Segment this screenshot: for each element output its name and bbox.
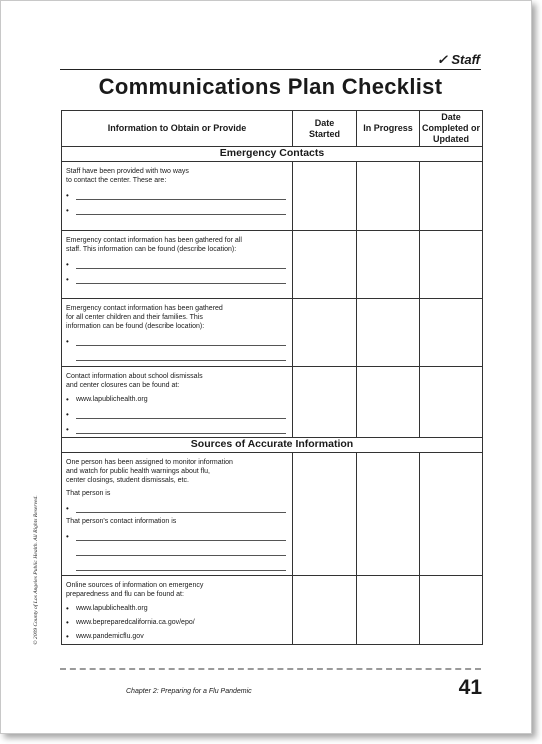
section-tag: ✓ Staff bbox=[436, 52, 480, 67]
copyright-notice: © 2009 County of Los Angeles Public Health. All Rights Reserved. bbox=[33, 495, 39, 645]
footer-chapter-title: Chapter 2: Preparing for a Flu Pandemic bbox=[126, 688, 252, 695]
column-header-in-progress: In Progress bbox=[357, 111, 420, 147]
write-in-field[interactable] bbox=[76, 258, 286, 269]
write-in-field[interactable] bbox=[76, 204, 286, 215]
write-in-field[interactable] bbox=[76, 189, 286, 200]
bullet-marker: • bbox=[66, 410, 69, 419]
link-text: www.pandemicflu.gov bbox=[76, 633, 144, 640]
date-started-cell[interactable] bbox=[293, 367, 357, 438]
item-text-line: information can be found (describe location): bbox=[66, 323, 205, 330]
write-in-field[interactable] bbox=[76, 541, 286, 556]
date-started-cell[interactable] bbox=[293, 576, 357, 645]
link-text: www.bepreparedcalifornia.ca.gov/epo/ bbox=[76, 619, 195, 626]
date-started-cell[interactable] bbox=[293, 231, 357, 299]
write-in-field[interactable] bbox=[76, 346, 286, 361]
item-text-line: and center closures can be found at: bbox=[66, 382, 180, 389]
item-cell bbox=[62, 299, 293, 367]
item-text-line: to contact the center. These are: bbox=[66, 177, 167, 184]
table-row bbox=[62, 576, 483, 645]
page-title: Communications Plan Checklist bbox=[98, 74, 443, 99]
date-started-cell[interactable] bbox=[293, 162, 357, 231]
item-text-line: Emergency contact information has been gathered for all bbox=[66, 237, 242, 244]
bullet-marker: • bbox=[66, 395, 69, 404]
bullet-marker: • bbox=[66, 618, 69, 627]
date-started-cell[interactable] bbox=[293, 299, 357, 367]
item-cell bbox=[62, 367, 293, 438]
bullet-marker: • bbox=[66, 275, 69, 284]
bullet-marker: • bbox=[66, 425, 69, 434]
column-header-date-completed: Date Completed or Updated bbox=[420, 111, 483, 147]
header-rule bbox=[60, 69, 481, 70]
link-text: www.lapublichealth.org bbox=[76, 605, 148, 612]
section-title: Emergency Contacts bbox=[62, 147, 483, 162]
item-cell bbox=[62, 162, 293, 231]
link-text: www.lapublichealth.org bbox=[76, 396, 148, 403]
section-row-sources bbox=[62, 438, 483, 453]
bullet-marker: • bbox=[66, 337, 69, 346]
in-progress-cell[interactable] bbox=[357, 453, 420, 576]
item-cell bbox=[62, 576, 293, 645]
in-progress-cell[interactable] bbox=[357, 231, 420, 299]
write-in-field[interactable] bbox=[76, 530, 286, 541]
write-in-field[interactable] bbox=[76, 502, 286, 513]
bullet-marker: • bbox=[66, 604, 69, 613]
item-text-line: and watch for public health warnings about flu, bbox=[66, 468, 210, 475]
item-text-line: for all center children and their families. This bbox=[66, 314, 203, 321]
table-row bbox=[62, 367, 483, 438]
date-completed-cell[interactable] bbox=[420, 231, 483, 299]
item-text-line: preparedness and flu can be found at: bbox=[66, 591, 184, 598]
bullet-marker: • bbox=[66, 532, 69, 541]
date-started-cell[interactable] bbox=[293, 453, 357, 576]
item-subprompt: That person's contact information is bbox=[66, 518, 177, 525]
item-cell bbox=[62, 231, 293, 299]
in-progress-cell[interactable] bbox=[357, 299, 420, 367]
date-completed-cell[interactable] bbox=[420, 367, 483, 438]
section-row-emergency-contacts bbox=[62, 147, 483, 162]
column-header-information: Information to Obtain or Provide bbox=[62, 111, 293, 147]
in-progress-cell[interactable] bbox=[357, 162, 420, 231]
table-row bbox=[62, 299, 483, 367]
table-row bbox=[62, 162, 483, 231]
date-completed-cell[interactable] bbox=[420, 453, 483, 576]
write-in-field[interactable] bbox=[76, 273, 286, 284]
bullet-marker: • bbox=[66, 191, 69, 200]
in-progress-cell[interactable] bbox=[357, 576, 420, 645]
section-title: Sources of Accurate Information bbox=[62, 438, 483, 453]
date-completed-cell[interactable] bbox=[420, 576, 483, 645]
in-progress-cell[interactable] bbox=[357, 367, 420, 438]
date-completed-cell[interactable] bbox=[420, 162, 483, 231]
page-number: 41 bbox=[458, 676, 482, 699]
bullet-marker: • bbox=[66, 504, 69, 513]
column-header-date-started: Date Started bbox=[293, 111, 357, 147]
item-text-line: Staff have been provided with two ways bbox=[66, 168, 189, 175]
item-subprompt: That person is bbox=[66, 490, 111, 497]
bullet-marker: • bbox=[66, 632, 69, 641]
item-text-line: Emergency contact information has been gathered bbox=[66, 305, 223, 312]
item-text-line: One person has been assigned to monitor information bbox=[66, 459, 233, 466]
checklist-table bbox=[61, 110, 483, 645]
bullet-marker: • bbox=[66, 206, 69, 215]
write-in-field[interactable] bbox=[76, 408, 286, 419]
table-row bbox=[62, 453, 483, 576]
item-text-line: center closings, student dismissals, etc. bbox=[66, 477, 189, 484]
footer-rule bbox=[60, 668, 481, 670]
item-text-line: Contact information about school dismissals bbox=[66, 373, 203, 380]
table-header-row bbox=[62, 111, 483, 147]
item-cell bbox=[62, 453, 293, 576]
write-in-field[interactable] bbox=[76, 556, 286, 571]
write-in-field[interactable] bbox=[76, 423, 286, 434]
item-text-line: Online sources of information on emergency bbox=[66, 582, 204, 589]
write-in-field[interactable] bbox=[76, 335, 286, 346]
table-row bbox=[62, 231, 483, 299]
date-completed-cell[interactable] bbox=[420, 299, 483, 367]
item-text-line: staff. This information can be found (describe location): bbox=[66, 246, 237, 253]
bullet-marker: • bbox=[66, 260, 69, 269]
